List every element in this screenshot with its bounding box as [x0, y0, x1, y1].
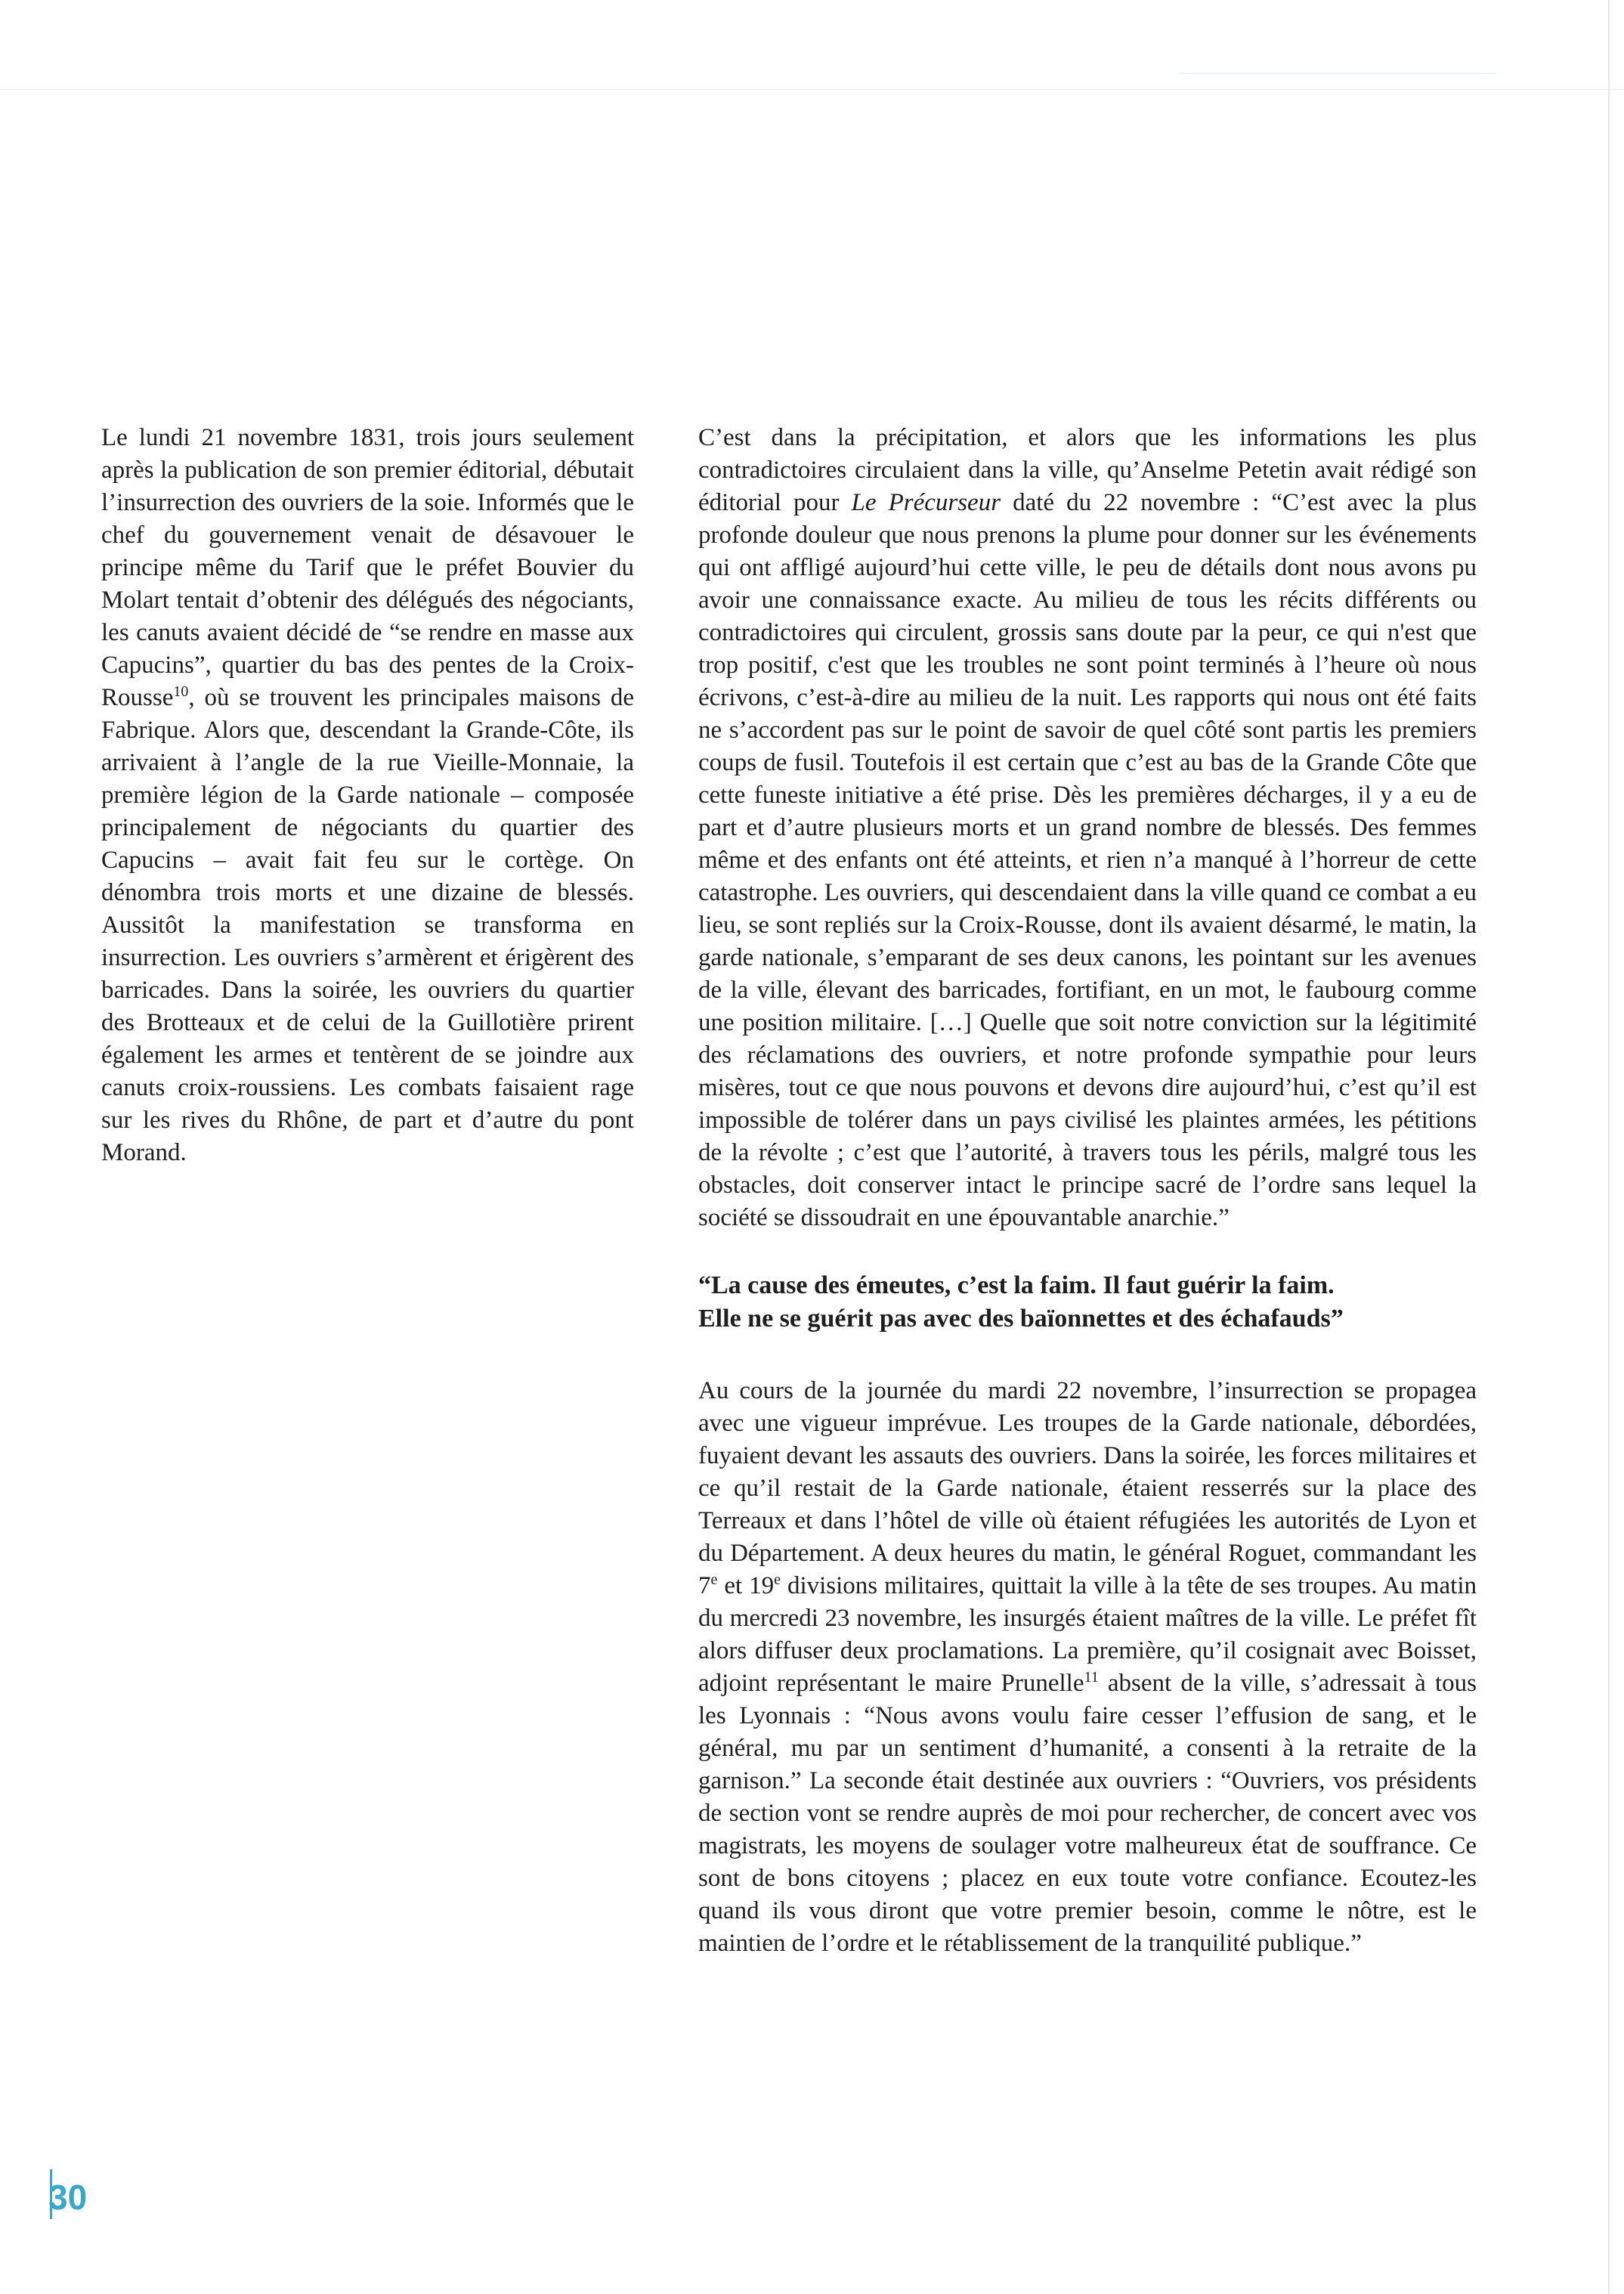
superscript: e	[774, 1571, 781, 1588]
page-edge	[1608, 0, 1610, 2294]
superscript: e	[710, 1571, 718, 1588]
paragraph-right-2	[698, 1375, 1477, 1960]
text-run: daté du 22 novembre : “C’est avec la plus profonde douleur que nous prenons la plume pour donner sur les événements qui ont affligé aujourd’hui cette ville, le peu de détails dont nous avons pu avoir une connaissance exacte. Au milieu de tous les récits différents ou contradictoires qui circulent, grossis sans doute par la peur, ce qui n'est que trop positif, c'est que les troubles ne sont point terminés à l’heure où nous écrivons, c’est-à-dire au milieu de la nuit. Les rapports qui nous ont été faits ne s’accordent pas sur le point de savoir de quel côté sont partis les premiers coups de fusil. Toutefois il est certain que c’est au bas de la Grande Côte que cette funeste initiative a été prise. Dès les premières décharges, il y a eu de part et d’autre plusieurs morts et un grand nombre de blessés. Des femmes même et des enfants ont été atteints, et rien n’a manqué à l’horreur de cette catastrophe. Les ouvriers, qui descendaient dans la ville quand ce combat a eu lieu, se sont repliés sur la Croix-Rousse, dont ils avaient désarmé, le matin, la garde nationale, s’emparant de ses deux canons, les pointant sur les avenues de la ville, élevant des barricades, fortifiant, en un mot, le faubourg comme une position militaire. […] Quelle que soit notre conviction sur la légitimité des réclamations des ouvriers, et notre profonde sympathie pour leurs misères, tout ce que nous pouvons et devons dire aujourd’hui, c’est qu’il est impossible de tolérer dans un pays civilisé les plaintes armées, les pétitions de la révolte ; c’est que l’autorité, à travers tous les périls, malgré tous les obstacles, doit conserver intact le principe sacré de l’ordre sans lequel la société se dissoudrait en une épouvantable anarchie.”	[698, 489, 1477, 1231]
footnote-ref-10: 10	[173, 683, 189, 700]
left-column	[101, 422, 634, 1169]
footnote-ref-11: 11	[1084, 1669, 1099, 1686]
text-run: Au cours de la journée du mardi 22 novembre, l’insurrection se propagea avec une vigueur imprévue. Les troupes de la Garde nationale, débordées, fuyaient devant les assauts des ouvriers. Dans la soirée, les forces militaires et ce qu’il restait de la Garde nationale, étaient resserrés sur la place des Terreaux et dans l’hôtel de ville où étaient réfugiées les autorités de Lyon et du Département. A deux heures du matin, le général Roguet, commandant les 7	[698, 1377, 1477, 1599]
paragraph-left-1	[101, 422, 634, 1169]
section-heading	[698, 1269, 1477, 1336]
heading-line-1: “La cause des émeutes, c’est la faim. Il faut guérir la faim.	[698, 1271, 1335, 1299]
paragraph-right-1	[698, 422, 1477, 1234]
text-run: divisions militaires, quittait la ville à la tête de ses troupes. Au matin du mercredi 23 novembre, les insurgés étaient maîtres de la ville. Le préfet fît alors diffuser deux proclamations. La première, qu’il cosignait avec Boisset, adjoint représentant le maire Prunelle	[698, 1572, 1477, 1697]
text-run: C’est dans la précipitation, et alors que les informations les plus contradictoires circulaient dans la ville, qu’Anselme Petetin avait rédigé son éditorial pour	[698, 424, 1477, 516]
text-run: Le lundi 21 novembre 1831, trois jours seulement après la publication de son premier éditorial, débutait l’insurrection des ouvriers de la soie. Informés que le chef du gouvernement venait de désavouer le principe même du Tarif que le préfet Bouvier du Molart tentait d’obtenir des délégués des négociants, les canuts avaient décidé de “se rendre en masse aux Capucins”, quartier du bas des pentes de la Croix-Rousse	[101, 424, 634, 711]
right-column	[698, 422, 1477, 1960]
text-run: et 19	[717, 1572, 775, 1599]
text-run: absent de la ville, s’adressait à tous les Lyonnais : “Nous avons voulu faire cesser l’effusion de sang, et le général, mu par un sentiment d’humanité, a consenti à la retraite de la garnison.” La seconde était destinée aux ouvriers : “Ouvriers, vos présidents de section vont se rendre auprès de moi pour rechercher, de concert avec vos magistrats, les moyens de soulager votre malheureux état de souffrance. Ce sont de bons citoyens ; placez en eux toute votre confiance. Ecoutez-les quand ils vous diront que votre premier besoin, comme le nôtre, est le maintien de l’ordre et le rétablissement de la tranquilité publique.”	[698, 1670, 1477, 1957]
text-run: , où se trouvent les principales maisons de Fabrique. Alors que, descendant la Grande-Côte, ils arrivaient à l’angle de la rue Vieille-Monnaie, la première légion de la Garde nationale – composée principalement de négociants du quartier des Capucins – avait fait feu sur le cortège. On dénombra trois morts et une dizaine de blessés. Aussitôt la manifestation se transforma en insurrection. Les ouvriers s’armèrent et érigèrent des barricades. Dans la soirée, les ouvriers du quartier des Brotteaux et de celui de la Guillotière prirent également les armes et tentèrent de se joindre aux canuts croix-roussiens. Les combats faisaient rage sur les rives du Rhône, de part et d’autre du pont Morand.	[101, 684, 634, 1166]
newspaper-title: Le Précurseur	[851, 489, 1001, 516]
top-rule-accent	[1179, 73, 1496, 74]
top-rule	[0, 89, 1624, 90]
page-number: 30	[48, 2178, 88, 2217]
heading-line-2: Elle ne se guérit pas avec des baïonnettes et des échafauds”	[698, 1305, 1344, 1333]
